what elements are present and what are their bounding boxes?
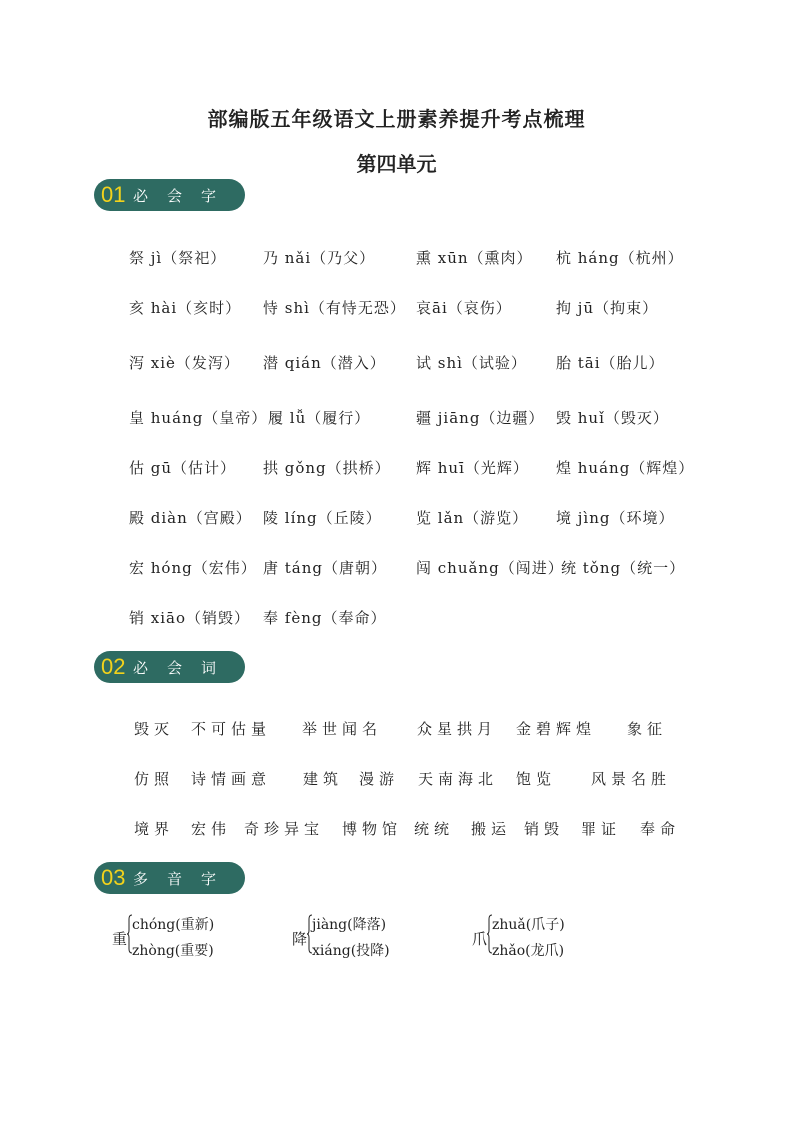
- word-entry: 境界: [134, 820, 175, 838]
- polyphone-char: 降: [292, 930, 308, 948]
- char-entry: 煌 huáng（辉煌）: [556, 459, 695, 477]
- char-entry: 熏 xūn（熏肉）: [416, 249, 533, 267]
- word-entry: 象征: [627, 720, 668, 738]
- char-entry: 宏 hóng（宏伟）: [129, 559, 257, 577]
- char-entry: 恃 shì（有恃无恐）: [263, 299, 406, 317]
- word-entry: 销毁: [524, 820, 565, 838]
- section-label: 必会词: [133, 658, 236, 677]
- word-entry: 仿照: [134, 770, 175, 788]
- page-subtitle: 第四单元: [356, 152, 437, 176]
- char-entry: 疆 jiāng（边疆）: [416, 409, 545, 427]
- char-entry: 唐 táng（唐朝）: [263, 559, 388, 577]
- section-number: 03: [101, 865, 126, 890]
- word-entry: 建筑: [303, 770, 344, 788]
- word-entry: 漫游: [359, 770, 400, 788]
- word-entry: 诗情画意: [191, 770, 272, 788]
- char-entry: 统 tǒng（统一）: [561, 559, 686, 577]
- section-badge-polyphones: [94, 862, 245, 894]
- section-number: 01: [101, 182, 126, 207]
- char-entry: 估 gū（估计）: [129, 459, 237, 477]
- word-entry: 博物馆: [342, 820, 403, 838]
- char-entry: 拱 gǒng（拱桥）: [263, 459, 391, 477]
- word-entry: 搬运: [471, 820, 512, 838]
- section-badge-words: [94, 651, 245, 683]
- char-entry: 奉 fèng（奉命）: [263, 609, 387, 627]
- char-entry: 杭 háng（杭州）: [556, 249, 684, 267]
- char-entry: 销 xiāo（销毁）: [129, 609, 250, 627]
- word-entry: 风景名胜: [591, 770, 672, 788]
- section-number: 02: [101, 654, 126, 679]
- char-entry: 试 shì（试验）: [416, 354, 527, 372]
- polyphone-reading: chóng(重新): [132, 917, 215, 933]
- word-entry: 毁灭: [134, 720, 175, 738]
- polyphone-reading: zhòng(重要): [132, 943, 214, 959]
- word-entry: 统统: [414, 820, 455, 838]
- polyphone-reading: xiáng(投降): [312, 943, 390, 959]
- section-badge-chars: [94, 179, 245, 211]
- char-entry: 辉 huī（光辉）: [416, 459, 529, 477]
- word-entry: 罪证: [581, 820, 622, 838]
- page-title: 部编版五年级语文上册素养提升考点梳理: [207, 107, 586, 131]
- char-entry: 览 lǎn（游览）: [416, 509, 529, 527]
- char-entry: 拘 jū（拘束）: [556, 299, 659, 317]
- char-entry: 泻 xiè（发泻）: [129, 354, 240, 372]
- section-label: 必会字: [133, 186, 236, 205]
- char-entry: 哀āi（哀伤）: [416, 299, 512, 317]
- word-entry: 不可估量: [191, 720, 272, 738]
- word-entry: 金碧辉煌: [516, 720, 597, 738]
- word-entry: 宏伟: [191, 820, 232, 838]
- char-entry: 闯 chuǎng（闯进）: [416, 559, 564, 577]
- char-entry: 胎 tāi（胎儿）: [556, 354, 665, 372]
- char-entry: 皇 huáng（皇帝）: [129, 409, 268, 427]
- word-entry: 众星拱月: [417, 720, 498, 738]
- word-entry: 天南海北: [418, 770, 499, 788]
- word-entry: 奉命: [640, 820, 681, 838]
- char-entry: 殿 diàn（宫殿）: [129, 509, 252, 527]
- word-entry: 饱览: [516, 770, 557, 788]
- word-entry: 举世闻名: [302, 720, 383, 738]
- polyphone-reading: zhǎo(龙爪): [492, 943, 565, 959]
- char-entry: 毁 huǐ（毁灭）: [556, 409, 669, 427]
- char-entry: 境 jìng（环境）: [556, 509, 675, 527]
- char-entry: 乃 nǎi（乃父）: [263, 249, 376, 267]
- section-label: 多音字: [133, 869, 236, 888]
- char-entry: 祭 jì（祭祀）: [129, 249, 227, 267]
- word-entry: 奇珍异宝: [244, 820, 325, 838]
- polyphone-char: 爪: [472, 930, 488, 948]
- char-entry: 陵 líng（丘陵）: [263, 509, 382, 527]
- char-entry: 潜 qián（潜入）: [263, 354, 386, 372]
- char-entry: 亥 hài（亥时）: [129, 299, 242, 317]
- polyphone-reading: jiàng(降落): [312, 917, 387, 933]
- polyphone-reading: zhuǎ(爪子): [492, 917, 565, 933]
- char-entry: 履 lǚ（履行）: [268, 409, 371, 427]
- polyphone-char: 重: [112, 930, 128, 948]
